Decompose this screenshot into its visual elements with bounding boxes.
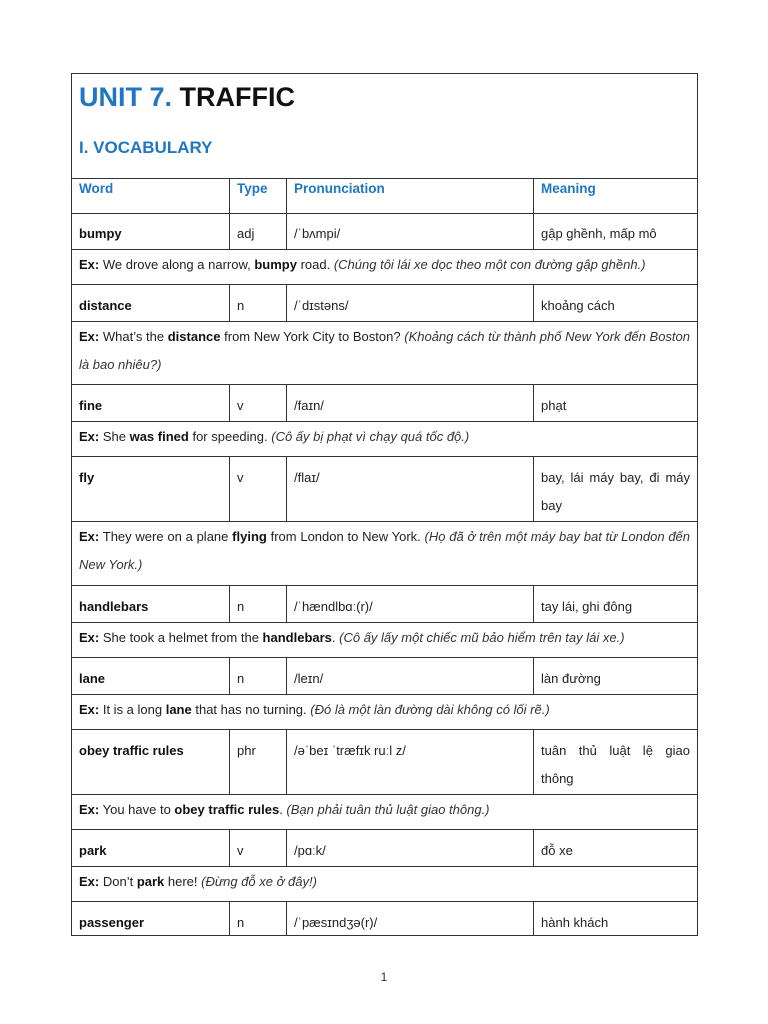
meaning-cell: tay lái, ghi đông (541, 599, 633, 614)
example-row: Ex: She was fined for speeding. (Cô ấy bị phạt vì chạy quá tốc độ.) (72, 421, 697, 457)
type-cell: n (230, 902, 287, 935)
meaning-cell: đỗ xe (541, 843, 573, 858)
word-cell: park (72, 830, 230, 866)
meaning-cell: phạt (541, 398, 567, 413)
column-header-type: Type (230, 178, 287, 213)
example-row: Ex: What’s the distance from New York City to Boston? (Khoảng cách từ thành phố New York đến Boston là bao nhiêu?) (72, 321, 697, 385)
type-cell: n (230, 586, 287, 622)
table-row (72, 730, 697, 795)
table-row (72, 285, 697, 322)
pronunciation-cell: /əˈbeɪ ˈtræfɪk ruːl z/ (287, 730, 534, 794)
type-cell: v (230, 457, 287, 521)
type-cell: adj (230, 213, 287, 249)
pronunciation-cell: /ˈpæsɪndʒə(r)/ (287, 902, 534, 935)
section-title: I. VOCABULARY (79, 138, 213, 157)
word-cell: obey traffic rules (72, 730, 230, 794)
word-cell: handlebars (72, 586, 230, 622)
meaning-cell: khoảng cách (541, 298, 615, 313)
type-cell: n (230, 285, 287, 321)
page-title (79, 80, 295, 114)
example-row: Ex: They were on a plane flying from London to New York. (Họ đã ở trên một máy bay bat từ London đến New York.) (72, 521, 697, 586)
meaning-cell: làn đường (541, 671, 601, 686)
pronunciation-cell: /ˈbʌmpi/ (287, 213, 534, 249)
word-cell: fine (72, 385, 230, 421)
pronunciation-cell: /pɑːk/ (287, 830, 534, 866)
vocabulary-document (71, 73, 698, 936)
meaning-cell: tuân thủ luật lệ giao thông (541, 743, 690, 786)
meaning-cell: gập ghềnh, mấp mô (541, 226, 657, 241)
example-row: Ex: You have to obey traffic rules. (Bạn phải tuân thủ luật giao thông.) (72, 794, 697, 830)
pronunciation-cell: /flaɪ/ (287, 457, 534, 521)
column-header-meaning: Meaning (541, 181, 596, 196)
table-row (72, 213, 697, 250)
type-cell: v (230, 385, 287, 421)
type-cell: n (230, 658, 287, 694)
table-row (72, 385, 697, 422)
word-cell: fly (72, 457, 230, 521)
type-cell: phr (230, 730, 287, 794)
meaning-cell: hành khách (541, 915, 609, 930)
unit-header (72, 74, 697, 179)
example-row: Ex: It is a long lane that has no turning. (Đó là một làn đường dài không có lối rẽ.) (72, 694, 697, 730)
example-row: Ex: We drove along a narrow, bumpy road. (Chúng tôi lái xe dọc theo một con đường gập ghềnh.) (72, 249, 697, 285)
table-row (72, 902, 697, 935)
unit-name: TRAFFIC (179, 82, 296, 112)
unit-number: UNIT 7. (79, 82, 173, 112)
meaning-cell: bay, lái máy bay, đi máy bay (541, 470, 690, 513)
table-header-row (72, 178, 697, 214)
pronunciation-cell: /ˈdɪstəns/ (287, 285, 534, 321)
example-row: Ex: She took a helmet from the handlebars. (Cô ấy lấy một chiếc mũ bảo hiểm trên tay lái xe.) (72, 622, 697, 658)
word-cell: passenger (72, 902, 230, 935)
column-header-pronunciation: Pronunciation (287, 178, 534, 213)
page-number: 1 (380, 970, 388, 984)
column-header-word: Word (72, 178, 230, 213)
table-row (72, 830, 697, 867)
word-cell: bumpy (72, 213, 230, 249)
table-row (72, 658, 697, 695)
word-cell: distance (72, 285, 230, 321)
pronunciation-cell: /faɪn/ (287, 385, 534, 421)
pronunciation-cell: /ˈhændlbɑː(r)/ (287, 586, 534, 622)
table-row (72, 457, 697, 522)
word-cell: lane (72, 658, 230, 694)
example-row: Ex: Don’t park here! (Đừng đỗ xe ở đây!) (72, 866, 697, 902)
pronunciation-cell: /leɪn/ (287, 658, 534, 694)
type-cell: v (230, 830, 287, 866)
table-row (72, 586, 697, 623)
